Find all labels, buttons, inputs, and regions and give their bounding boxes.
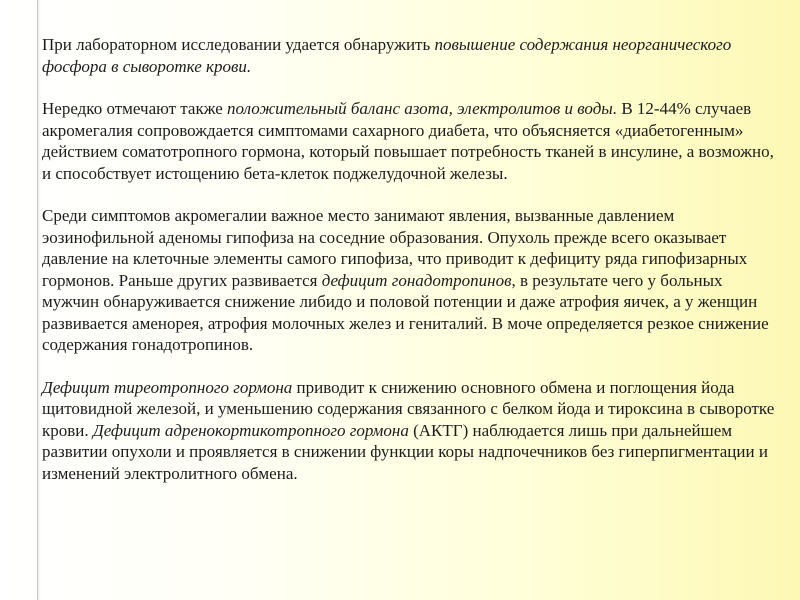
text-run: Среди симптомов акромегалии важное место занимают явления, вызванные давлением эозинофильной аденомы гипофиза на соседние образования. Опухоль прежде всего оказывает давление на клеточные элементы самого гипофиза, что приводит к дефициту ряда гипофизарных гормонов. Раньше других развивается (42, 206, 748, 290)
paragraph-adenoma-pressure (42, 205, 782, 356)
text-run: Нередко отмечают также (42, 99, 228, 118)
paragraph-hormone-deficits (42, 377, 782, 485)
text-run: В 12-44% случаев акромегалия сопровождается симптомами сахарного диабета, что объясняется «диабетогенным» действием соматотропного гормона, который повышает потребность тканей в инсулине, а возможно, и способствует истощению бета-клеток поджелудочной железы. (42, 99, 774, 183)
paragraph-nitrogen-balance (42, 98, 782, 184)
text-run: При лабораторном исследовании удается обнаружить (42, 35, 435, 54)
paragraph-phosphorus (42, 34, 782, 77)
text-run-italic: повышение содержания неорганического фосфора в сыворотке крови. (42, 35, 732, 76)
slide-left-divider (37, 0, 38, 600)
text-run-italic: дефицит гонадотропинов (321, 270, 512, 290)
text-run: приводит к снижению основного обмена и поглощения йода щитовидной железой, и уменьшению содержания связанного с белком йода и тироксина в сыворотке крови. (42, 377, 775, 440)
text-run: , в результате чего у больных мужчин обнаруживается снижение либидо и половой потенции и даже атрофия яичек, а у женщин развивается аменорея, атрофия молочных желез и гениталий. В моче определяется резкое снижение содержания гонадотропинов. (42, 270, 769, 354)
slide-text-body (42, 34, 782, 484)
text-run-italic: Дефицит тиреотропного гормона (42, 377, 293, 397)
text-run: (АКТГ) наблюдается лишь при дальнейшем развитии опухоли и проявляется в снижении функции коры надпочечников без гиперпигментации и изменений электролитного обмена. (42, 420, 768, 483)
text-run-italic: положительный баланс азота, электролитов и воды. (227, 99, 618, 118)
text-run-italic: Дефицит адренокортикотропного гормона (92, 420, 409, 440)
